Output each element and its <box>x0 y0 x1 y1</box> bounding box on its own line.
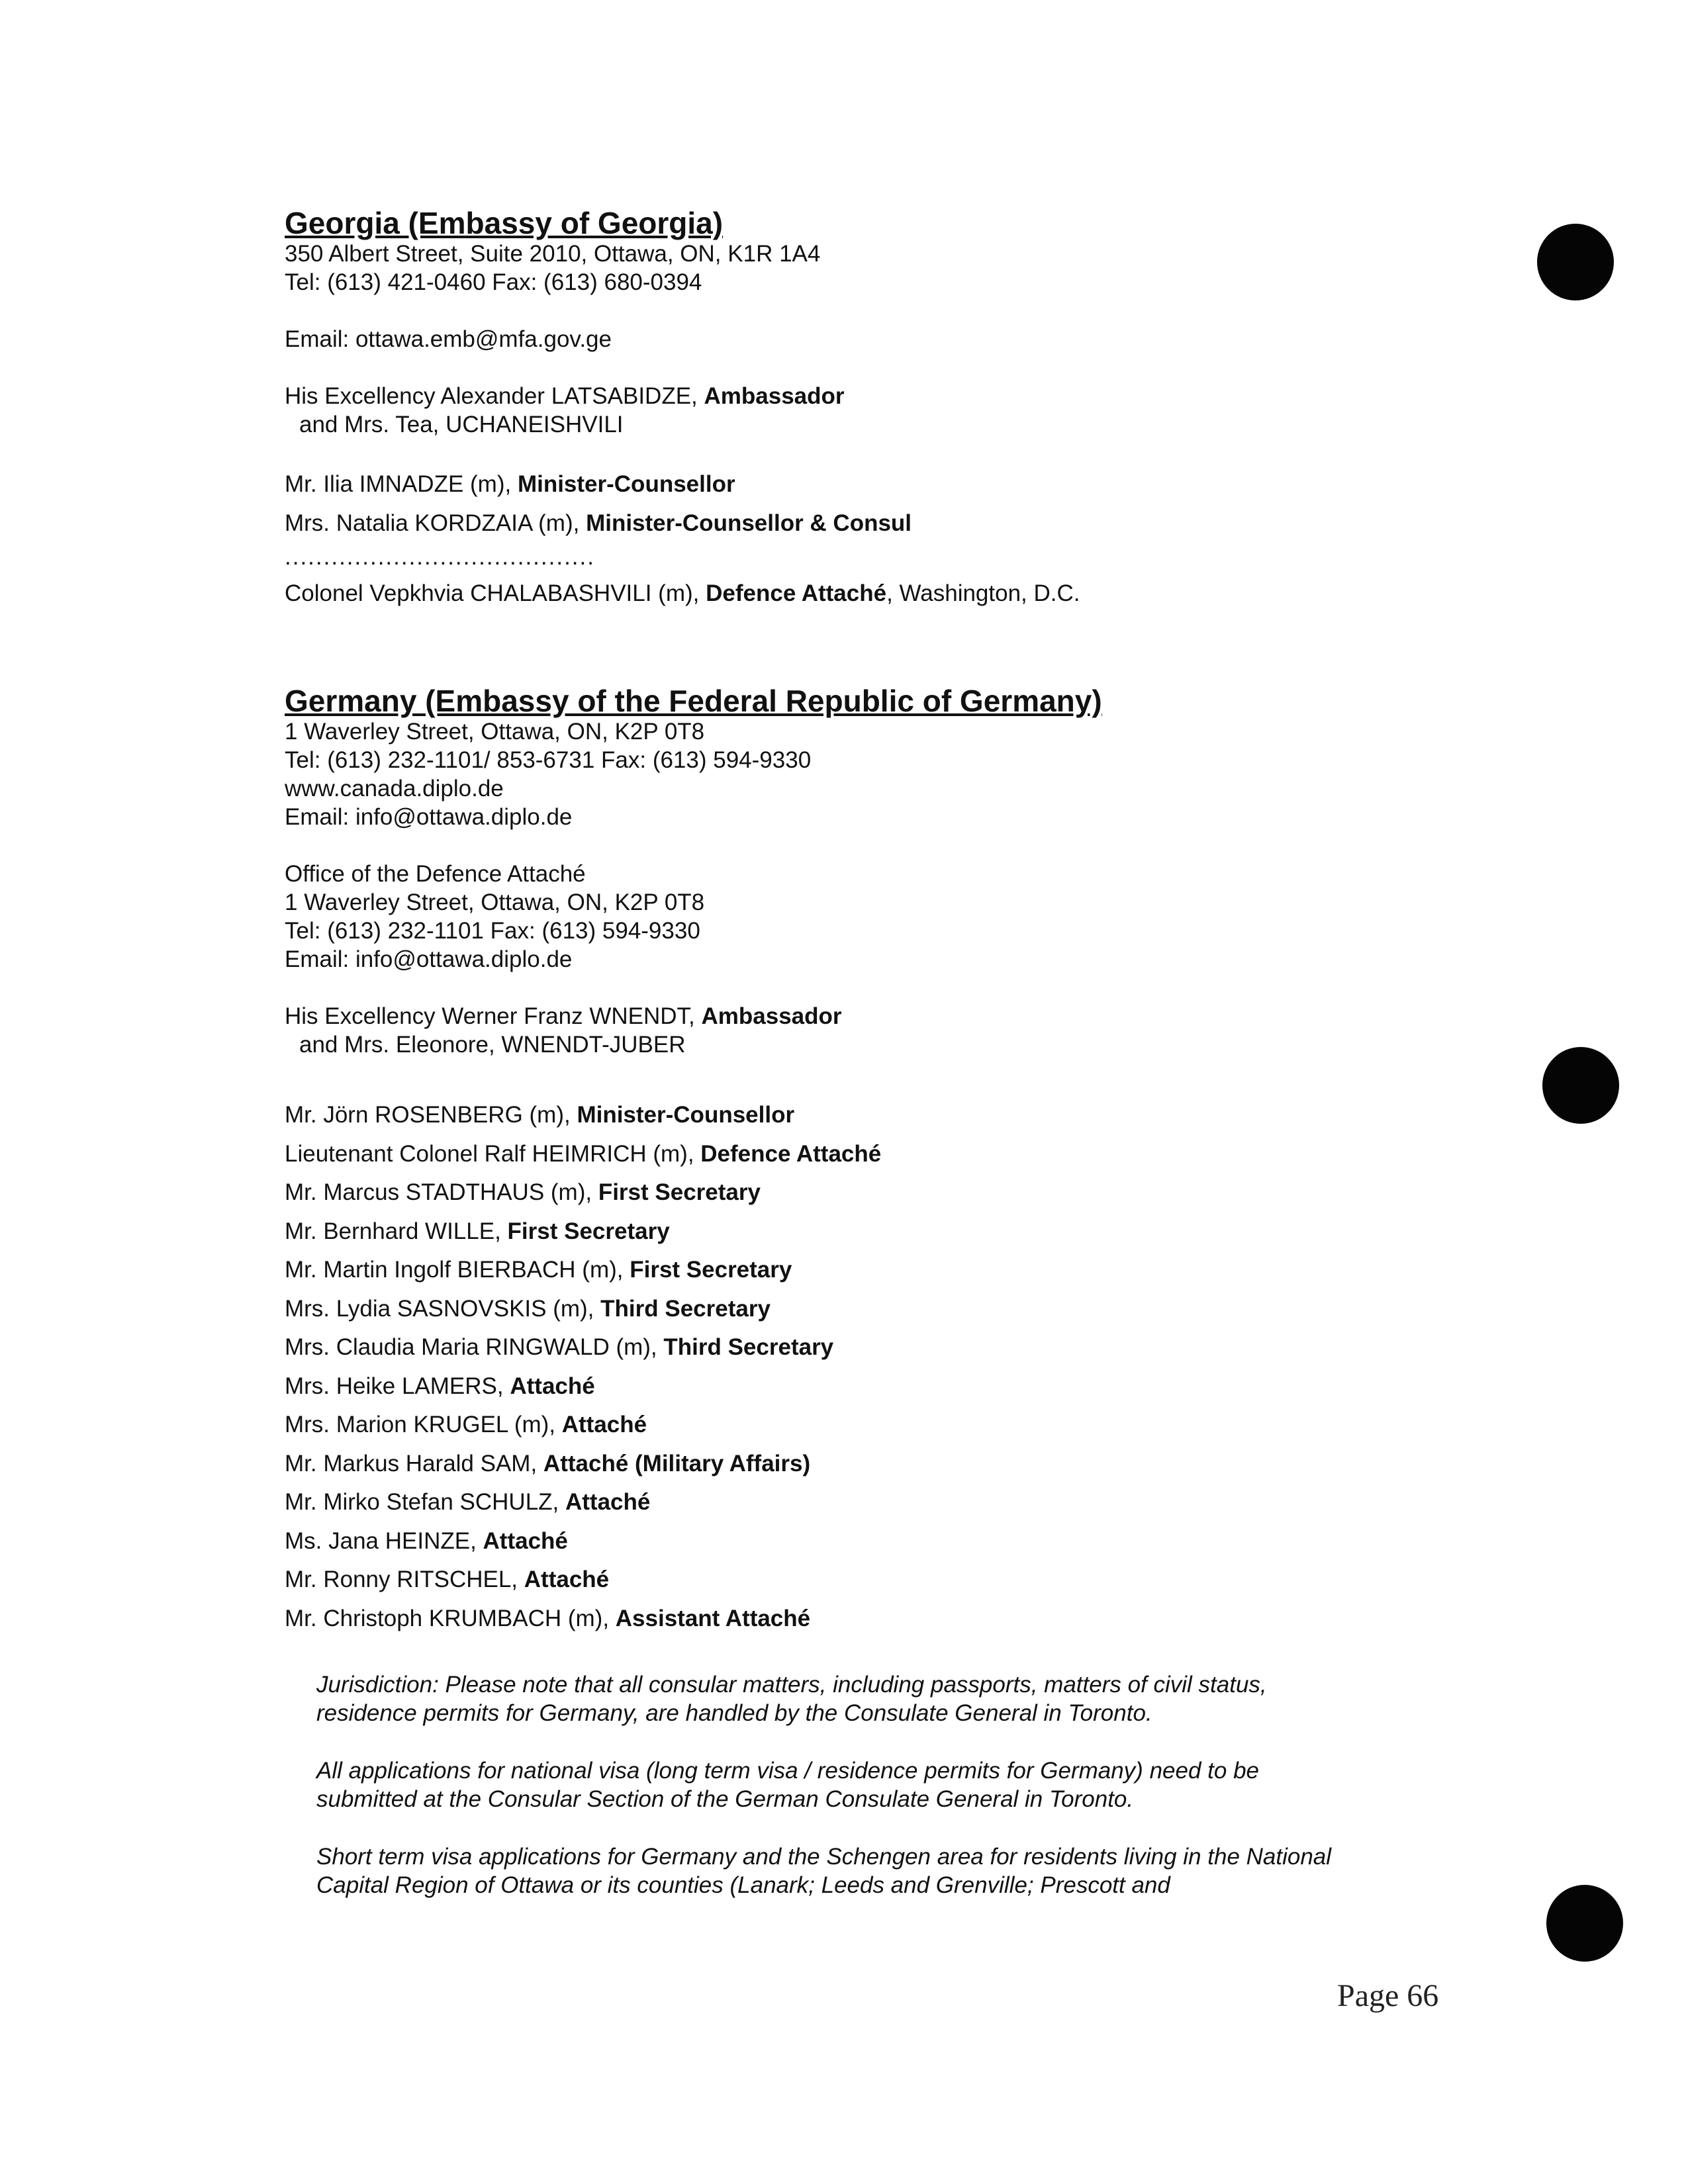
germany-staff-row <box>285 1096 1542 1135</box>
germany-staff-row <box>285 1445 1542 1484</box>
germany-staff-list <box>285 1096 1542 1638</box>
staff-role: Attaché <box>510 1373 595 1399</box>
germany-staff-row <box>285 1406 1542 1445</box>
national-visa-note: All applications for national visa (long term visa / residence permits for Germany) need to be submitted at the Consular Section of the German Consulate General in Toronto. <box>316 1758 1259 1812</box>
germany-address: 1 Waverley Street, Ottawa, ON, K2P 0T8 <box>285 719 705 745</box>
germany-staff-row <box>285 1290 1542 1329</box>
staff-name: Mr. Jörn ROSENBERG (m), <box>285 1102 577 1128</box>
staff-name: Mr. Ilia IMNADZE (m), <box>285 471 518 497</box>
defence-office-tel: Tel: (613) 232-1101 Fax: (613) 594-9330 <box>285 918 700 944</box>
germany-ambassador-role: Ambassador <box>701 1003 842 1029</box>
germany-section <box>285 684 1542 1638</box>
punch-hole-top <box>1537 224 1614 300</box>
punch-hole-middle <box>1542 1047 1619 1124</box>
staff-name: Mr. Bernhard WILLE, <box>285 1218 508 1244</box>
staff-role: Third Secretary <box>663 1334 834 1360</box>
staff-role: Minister-Counsellor & Consul <box>586 510 912 536</box>
staff-name: Lieutenant Colonel Ralf HEIMRICH (m), <box>285 1140 701 1167</box>
germany-email: Email: info@ottawa.diplo.de <box>285 804 573 830</box>
staff-role: Attaché <box>561 1412 647 1437</box>
germany-ambassador-name: His Excellency Werner Franz WNENDT, <box>285 1003 702 1029</box>
staff-name: Mr. Ronny RITSCHEL, <box>285 1567 524 1592</box>
attache-name: Colonel Vepkhvia CHALABASHVILI (m), <box>285 580 706 606</box>
germany-staff-row <box>285 1328 1542 1367</box>
germany-ambassador <box>285 1002 1542 1030</box>
germany-heading: Germany (Embassy of the Federal Republic of Germany) <box>285 684 1102 718</box>
germany-staff-row <box>285 1483 1542 1522</box>
germany-staff-row <box>285 1173 1542 1212</box>
georgia-email: Email: ottawa.emb@mfa.gov.ge <box>285 326 612 352</box>
germany-staff-row <box>285 1561 1542 1600</box>
staff-name: Mrs. Heike LAMERS, <box>285 1373 510 1399</box>
germany-staff-row <box>285 1600 1542 1639</box>
georgia-section <box>285 206 1542 608</box>
staff-role: Attaché <box>524 1567 610 1592</box>
georgia-staff-row <box>285 504 1542 543</box>
staff-role: Defence Attaché <box>700 1140 882 1167</box>
staff-name: Ms. Jana HEINZE, <box>285 1527 483 1554</box>
defence-office-email: Email: info@ottawa.diplo.de <box>285 946 573 972</box>
staff-name: Mr. Mirko Stefan SCHULZ, <box>285 1489 565 1515</box>
staff-role: Attaché <box>483 1527 568 1554</box>
staff-name: Mr. Martin Ingolf BIERBACH (m), <box>285 1257 630 1283</box>
staff-name: Mr. Marcus STADTHAUS (m), <box>285 1179 598 1205</box>
germany-spouse: and Mrs. Eleonore, WNENDT-JUBER <box>299 1032 686 1058</box>
georgia-defence-attache <box>285 579 1542 608</box>
defence-office-address: 1 Waverley Street, Ottawa, ON, K2P 0T8 <box>285 889 705 915</box>
georgia-ambassador-name: His Excellency Alexander LATSABIDZE, <box>285 383 704 409</box>
punch-hole-bottom <box>1546 1885 1623 1962</box>
separator-dots: ........................................ <box>285 544 595 570</box>
germany-staff-row <box>285 1135 1542 1174</box>
germany-staff-row <box>285 1367 1542 1406</box>
staff-role: Third Secretary <box>600 1295 771 1322</box>
staff-name: Mrs. Claudia Maria RINGWALD (m), <box>285 1334 664 1360</box>
staff-role: First Secretary <box>630 1257 792 1283</box>
staff-role: Minister-Counsellor <box>517 471 735 497</box>
georgia-heading: Georgia (Embassy of Georgia) <box>285 206 724 240</box>
germany-staff-row <box>285 1251 1542 1290</box>
georgia-ambassador-role: Ambassador <box>704 383 845 409</box>
attache-suffix: , Washington, D.C. <box>886 580 1080 606</box>
germany-staff-row <box>285 1522 1542 1561</box>
staff-name: Mrs. Natalia KORDZAIA (m), <box>285 510 586 536</box>
jurisdiction-notes <box>316 1670 1349 1929</box>
staff-role: Attaché <box>565 1489 651 1515</box>
staff-name: Mr. Markus Harald SAM, <box>285 1450 543 1477</box>
germany-tel: Tel: (613) 232-1101/ 853-6731 Fax: (613) 594-9330 <box>285 747 812 773</box>
germany-staff-row <box>285 1212 1542 1251</box>
georgia-address: 350 Albert Street, Suite 2010, Ottawa, ON, K1R 1A4 <box>285 241 821 267</box>
staff-name: Mrs. Marion KRUGEL (m), <box>285 1412 562 1437</box>
staff-role: Attaché (Military Affairs) <box>543 1450 811 1477</box>
attache-role: Defence Attaché <box>706 580 887 606</box>
germany-website: www.canada.diplo.de <box>285 776 504 801</box>
staff-role: Assistant Attaché <box>615 1605 811 1631</box>
georgia-spouse: and Mrs. Tea, UCHANEISHVILI <box>299 412 624 437</box>
georgia-tel: Tel: (613) 421-0460 Fax: (613) 680-0394 <box>285 269 702 295</box>
jurisdiction-note: Jurisdiction: Please note that all consular matters, including passports, matters of civil status, residence permits for Germany, are handled by the Consulate General in Toronto. <box>316 1672 1267 1726</box>
page-number: Page 66 <box>1337 1978 1439 2013</box>
georgia-staff-row <box>285 465 1542 504</box>
defence-office-title: Office of the Defence Attaché <box>285 861 586 887</box>
staff-role: First Secretary <box>507 1218 670 1244</box>
georgia-ambassador <box>285 382 1542 410</box>
staff-name: Mrs. Lydia SASNOVSKIS (m), <box>285 1295 601 1322</box>
short-term-visa-note: Short term visa applications for Germany and the Schengen area for residents living in the National Capital Region of Ottawa or its counties (Lanark; Leeds and Grenville; Prescott and <box>316 1844 1332 1898</box>
staff-role: First Secretary <box>598 1179 761 1205</box>
staff-name: Mr. Christoph KRUMBACH (m), <box>285 1605 616 1631</box>
staff-role: Minister-Counsellor <box>577 1102 795 1128</box>
